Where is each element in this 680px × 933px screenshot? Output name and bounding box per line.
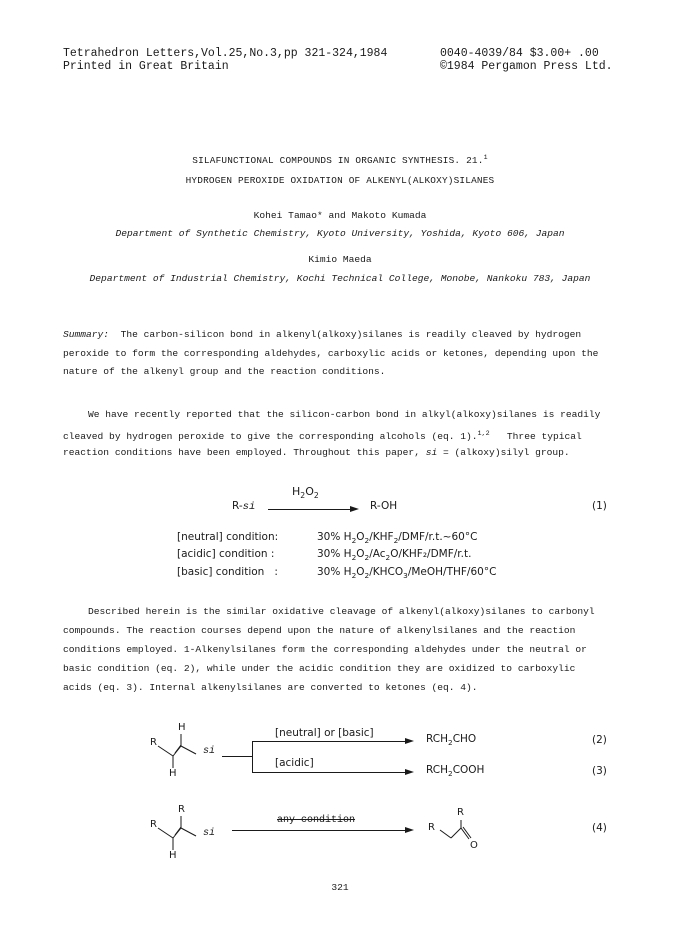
scheme2-branch-stem: [222, 756, 252, 757]
eq1-arrow-shaft: [268, 509, 352, 510]
eq4-number: (4): [592, 822, 607, 834]
scheme2-branch-vertical: [252, 741, 253, 773]
summary-label: Summary:: [63, 329, 110, 340]
ketone-oxygen: O: [470, 840, 478, 851]
scheme2-r-left: R: [150, 737, 157, 748]
eq1-arrowhead: [350, 506, 359, 512]
scheme2-arrowhead-top: [405, 738, 414, 744]
scheme2-condition-bottom: [acidic]: [275, 757, 314, 769]
scheme4-r-top: R: [178, 804, 185, 815]
journal-citation: Tetrahedron Letters,Vol.25,No.3,pp 321-324,1984: [63, 47, 388, 60]
product-aldehyde: $RCH_2CHO$: [426, 733, 477, 748]
copyright: ©1984 Pergamon Press Ltd.: [440, 60, 613, 73]
internal-alkenylsilane-structure: [140, 800, 240, 870]
scheme4-h-bottom: H: [169, 850, 177, 861]
authors-group1: Kohei Tamao* and Makoto Kumada: [253, 210, 427, 221]
affiliation-2: Department of Industrial Chemistry, Kochi Technical College, Monobe, Nankoku 783, Japan: [89, 273, 591, 284]
authors-group2: Kimio Maeda: [308, 254, 372, 265]
scheme2-h-top: H: [178, 722, 186, 733]
para2-line3: conditions employed. 1-Alkenylsilanes form the corresponding aldehydes under the neutral or: [63, 644, 587, 655]
price-code: 0040-4039/84 $3.00+ .00: [440, 47, 599, 60]
scheme2-condition-top: [neutral] or [basic]: [275, 727, 374, 739]
ketone-r-top: R: [457, 807, 464, 818]
para1-line3: reaction conditions have been employed. Throughout this paper, si = (alkoxy)silyl group.: [63, 447, 570, 458]
para2-line1: Described herein is the similar oxidative cleavage of alkenyl(alkoxy)silanes to carbonyl: [88, 606, 595, 617]
summary-line2: peroxide to form the corresponding aldehydes, carboxylic acids or ketones, depending upon the: [63, 348, 599, 359]
scheme2-si: si: [203, 746, 216, 757]
page-number: 321: [331, 882, 349, 893]
scheme2-arrowhead-bottom: [405, 769, 414, 775]
scheme4-r-left: R: [150, 819, 157, 830]
para2-line5: acids (eq. 3). Internal alkenylsilanes are converted to ketones (eq. 4).: [63, 682, 478, 693]
reference-marker: 1,2: [477, 430, 490, 438]
scheme4-arrow-shaft: [232, 830, 407, 831]
scheme2-arrow-top-shaft: [252, 741, 407, 742]
alkenylsilane-structure: [140, 718, 240, 788]
para1-line2: cleaved by hydrogen peroxide to give the corresponding alcohols (eq. 1).$^{1,2}$ Three typical: [63, 430, 582, 443]
eq1-product: R-OH: [370, 500, 398, 512]
eq3-number: (3): [592, 765, 607, 777]
scheme4-condition: any condition: [277, 815, 356, 826]
title-footnote-ref: 1: [483, 154, 488, 161]
eq2-number: (2): [592, 734, 607, 746]
summary-line1: Summary: The carbon-silicon bond in alkenyl(alkoxy)silanes is readily cleaved by hydrogen: [63, 329, 582, 340]
scheme2-arrow-bottom-shaft: [252, 772, 407, 773]
paper-title-line1: SILAFUNCTIONAL COMPOUNDS IN ORGANIC SYNTHESIS. 21.$^1$: [192, 154, 488, 167]
condition-acidic: [acidic] condition : 30% $H_2O_2/Ac_2O/KHF_2/DMF/r.t$.: [177, 548, 472, 563]
para1-line1: We have recently reported that the silicon-carbon bond in alkyl(alkoxy)silanes is readily: [88, 409, 601, 420]
printed-in: Printed in Great Britain: [63, 60, 229, 73]
summary-line3: nature of the alkenyl group and the reaction conditions.: [63, 366, 386, 377]
scheme4-arrowhead: [405, 827, 414, 833]
para2-line4: basic condition (eq. 2), while under the acidic condition they are oxidized to carboxylic: [63, 663, 576, 674]
product-acid: $RCH_2COOH$: [426, 764, 485, 779]
paper-title-line2: HYDROGEN PEROXIDE OXIDATION OF ALKENYL(ALKOXY)SILANES: [185, 175, 495, 186]
para2-line2: compounds. The reaction courses depend upon the nature of alkenylsilanes and the reaction: [63, 625, 576, 636]
eq1-number: (1): [592, 500, 607, 512]
eq1-reagent: $H_2O_2$: [292, 485, 319, 501]
scheme4-si: si: [203, 828, 216, 839]
condition-neutral: [neutral] condition: 30% $H_2O_2/KHF_2/DMF/r.t.\sim 60^\circ C$: [177, 531, 478, 546]
ketone-r-left: R: [428, 822, 435, 833]
condition-basic: [basic] condition : 30% $H_2O_2/KHCO_3/MeOH/THF/60^\circ C$: [177, 566, 497, 581]
eq1-reactant: R-si: [232, 500, 256, 513]
scheme2-h-bottom: H: [169, 768, 177, 779]
affiliation-1: Department of Synthetic Chemistry, Kyoto University, Yoshida, Kyoto 606, Japan: [115, 228, 565, 239]
